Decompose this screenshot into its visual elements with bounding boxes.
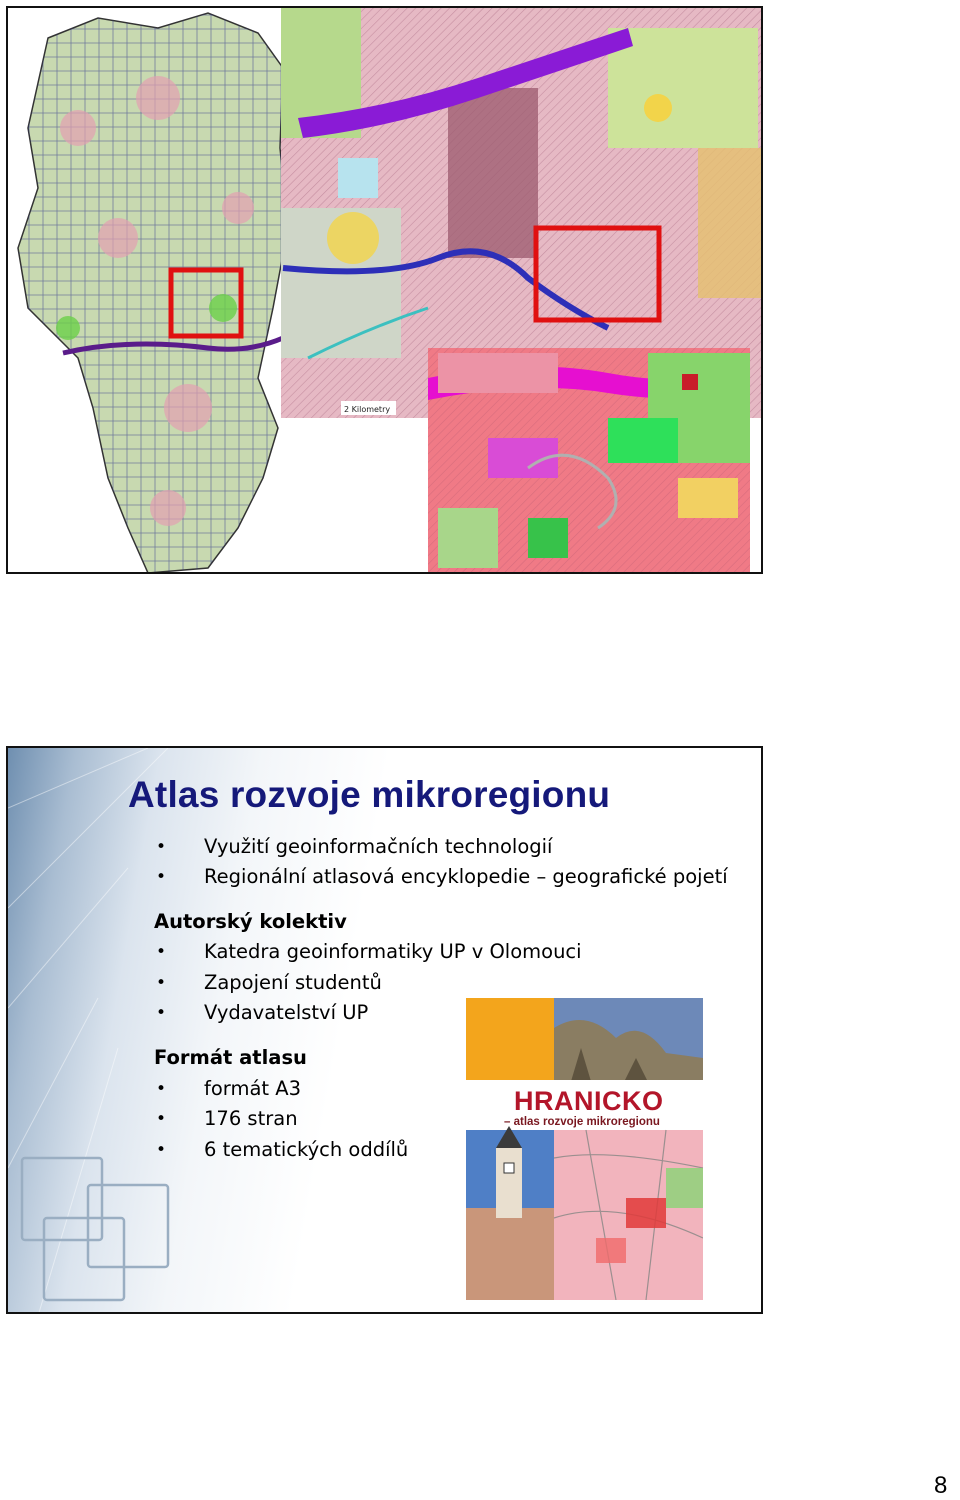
cover-artwork bbox=[466, 998, 703, 1300]
maps-slide bbox=[6, 6, 763, 574]
cover-title: HRANICKO bbox=[514, 1086, 664, 1116]
maps-collage bbox=[8, 8, 763, 574]
district-map bbox=[18, 13, 288, 573]
cover-subtitle: – atlas rozvoje mikroregionu bbox=[504, 1116, 660, 1128]
atlas-slide: Atlas rozvoje mikroregionu Využití geoinformačních technologií Regionální atlasová encyklopedie – geografické pojetí Autorský kolektiv Katedra geoinformatiky UP v Olomouci Zapojení studentů Vydavatelství UP Formát atlasu formát A3 176 stran 6 tematických oddílů HRANICKO – atlas rozvoje mikroregionu bbox=[6, 746, 763, 1314]
atlas-cover-image bbox=[466, 998, 703, 1300]
map-scale-label: 2 Kilometry bbox=[344, 405, 391, 414]
detail-map bbox=[428, 348, 750, 574]
page-number: 8 bbox=[934, 1472, 948, 1499]
slide-title: Atlas rozvoje mikroregionu bbox=[128, 774, 611, 815]
authors-heading: Autorský kolektiv bbox=[154, 910, 347, 933]
format-heading: Formát atlasu bbox=[154, 1046, 307, 1069]
